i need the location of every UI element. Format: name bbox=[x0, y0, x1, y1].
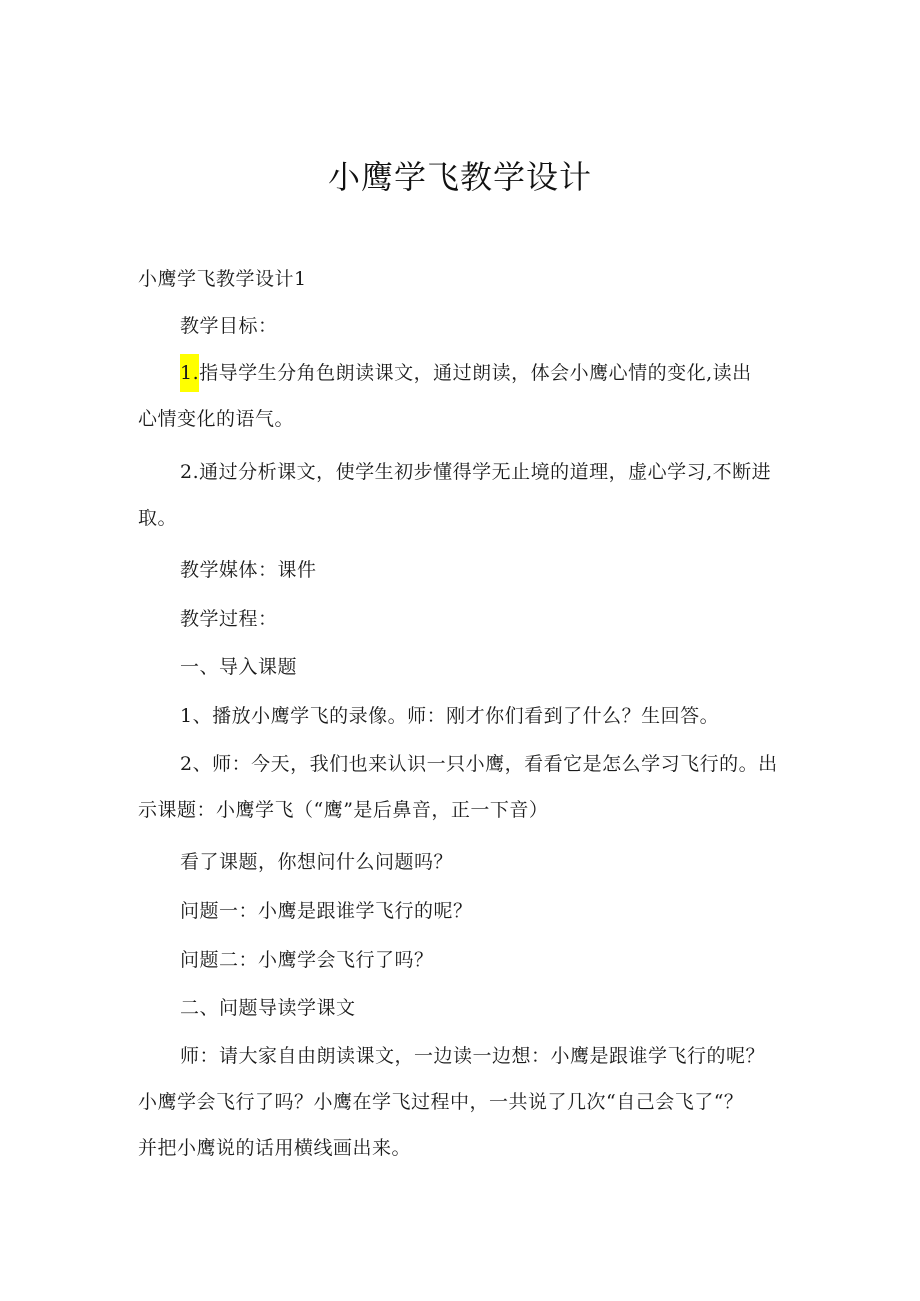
step-2-paragraph bbox=[138, 741, 798, 833]
objective-2-paragraph bbox=[138, 449, 798, 541]
objective-1-line-2: 心情变化的语气。 bbox=[138, 408, 295, 430]
objectives-heading: 教学目标： bbox=[180, 315, 278, 337]
teacher-line-2: 小鹰学会飞行了吗？小鹰在学飞过程中，一共说了几次“自己会飞了“？ bbox=[138, 1091, 744, 1113]
objective-1-paragraph bbox=[138, 350, 798, 442]
teacher-line-3: 并把小鹰说的话用横线画出来。 bbox=[138, 1137, 412, 1159]
question-1: 问题一：小鹰是跟谁学飞行的呢？ bbox=[180, 900, 473, 922]
step-2-line-2: 示课题：小鹰学飞（“鹰”是后鼻音，正一下音） bbox=[138, 799, 549, 821]
document-title: 小鹰学飞教学设计 bbox=[327, 158, 592, 196]
teacher-line-1: 师：请大家自由朗读课文，一边读一边想：小鹰是跟谁学飞行的呢？ bbox=[180, 1045, 766, 1067]
section-subtitle: 小鹰学飞教学设计1 bbox=[138, 268, 307, 290]
teacher-instruction-paragraph bbox=[138, 1033, 798, 1171]
teaching-media: 教学媒体：课件 bbox=[180, 559, 317, 581]
objective-1-text: 指导学生分角色朗读课文，通过朗读，体会小鹰心情的变化,读出 bbox=[199, 362, 752, 384]
objective-1-line-1 bbox=[138, 350, 798, 396]
step-1: 1、播放小鹰学飞的录像。师：刚才你们看到了什么？生回答。 bbox=[180, 705, 720, 727]
objective-2-line-2: 取。 bbox=[138, 507, 178, 529]
objective-2-line-1: 2.通过分析课文，使学生初步懂得学无止境的道理，虚心学习,不断进 bbox=[180, 461, 772, 483]
section-2-heading: 二、问题导读学课文 bbox=[180, 997, 356, 1019]
section-1-heading: 一、导入课题 bbox=[180, 656, 298, 678]
step-2-line-1: 2、师：今天，我们也来认识一只小鹰，看看它是怎么学习飞行的。出 bbox=[180, 753, 778, 775]
question-intro: 看了课题，你想问什么问题吗？ bbox=[180, 851, 454, 873]
highlighted-number: 1. bbox=[180, 354, 199, 392]
teaching-process-heading: 教学过程： bbox=[180, 608, 278, 630]
question-2: 问题二：小鹰学会飞行了吗？ bbox=[180, 949, 434, 971]
